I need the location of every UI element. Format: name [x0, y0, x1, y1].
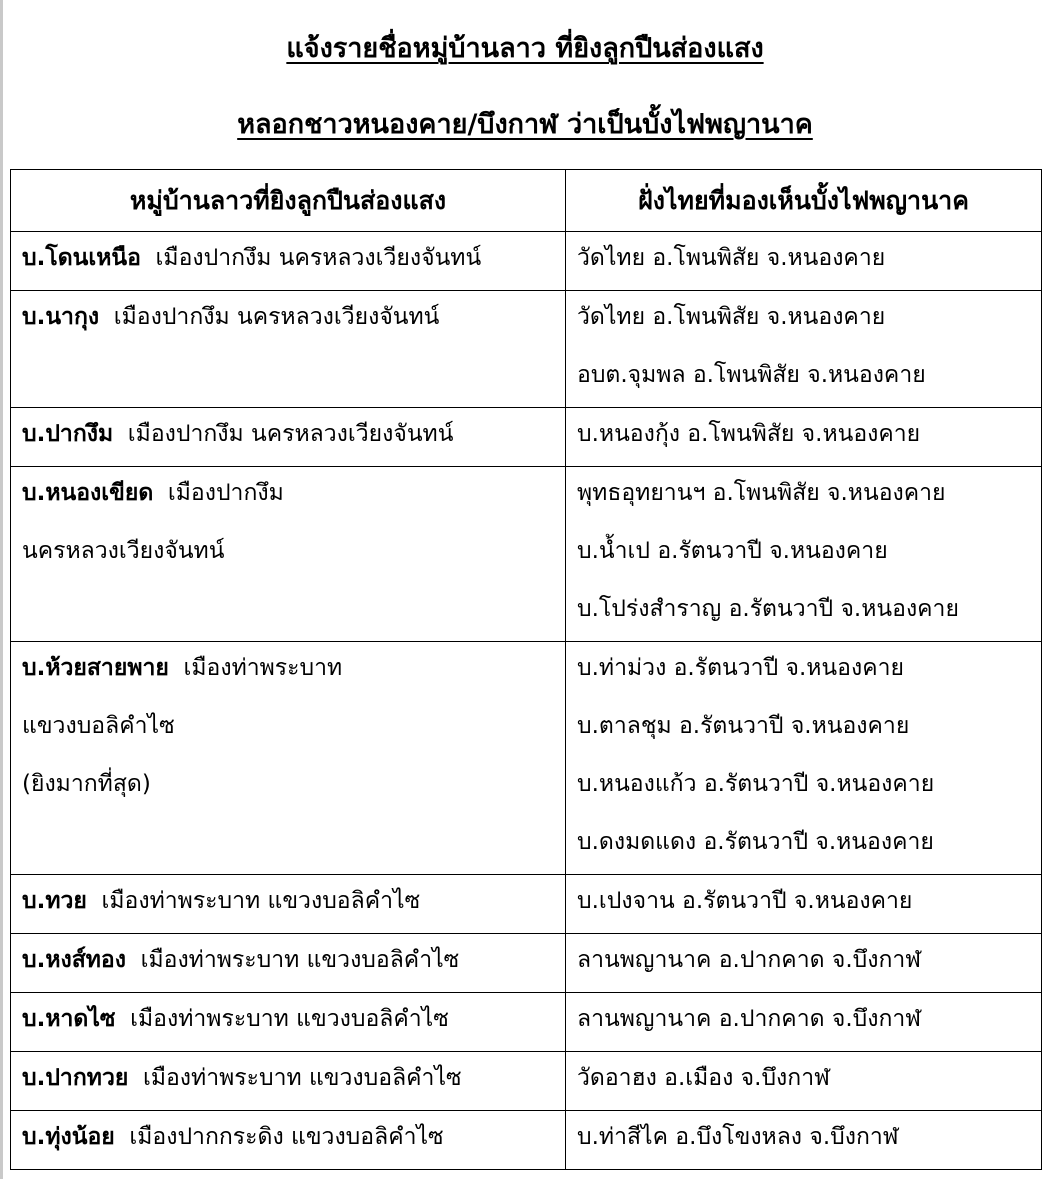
table-row — [11, 875, 1042, 934]
village-line — [22, 700, 565, 758]
village-location: (ยิงมากที่สุด) — [22, 771, 151, 797]
village-line — [22, 525, 565, 583]
village-line — [22, 291, 565, 349]
header-thai-side: ฝั่งไทยที่มองเห็นบั้งไฟพญานาค — [566, 170, 1042, 232]
village-line — [22, 1111, 565, 1169]
thai-side-cell — [566, 1111, 1042, 1170]
table-row — [11, 408, 1042, 467]
lao-village-cell — [11, 934, 566, 993]
lao-village-cell — [11, 291, 566, 408]
thai-location: วัดไทย อ.โพนพิสัย จ.หนองคาย — [577, 245, 886, 271]
village-location: เมืองท่าพระบาท แขวงบอลิคำไซ — [142, 1065, 462, 1091]
village-line — [22, 408, 565, 466]
table-header-row — [11, 170, 1042, 232]
table-row — [11, 993, 1042, 1052]
village-name: บ.ปากงึม — [22, 421, 114, 447]
thai-location: บ.ดงมดแดง อ.รัตนวาปี จ.หนองคาย — [577, 829, 934, 855]
village-location: เมืองปากงึม นครหลวงเวียงจันทน์ — [127, 421, 454, 447]
table-row — [11, 934, 1042, 993]
village-line — [22, 758, 565, 816]
village-name: บ.โดนเหนือ — [22, 245, 141, 271]
thai-location: บ.หนองกุ้ง อ.โพนพิสัย จ.หนองคาย — [577, 421, 921, 447]
thai-location: วัดไทย อ.โพนพิสัย จ.หนองคาย — [577, 304, 886, 330]
table-row — [11, 291, 1042, 408]
thai-side-cell — [566, 467, 1042, 642]
village-location: เมืองปากกระดิง แขวงบอลิคำไซ — [129, 1124, 444, 1150]
table-row — [11, 1052, 1042, 1111]
lao-village-cell — [11, 1052, 566, 1111]
lao-village-cell — [11, 408, 566, 467]
village-location: เมืองปากงึม นครหลวงเวียงจันทน์ — [155, 245, 482, 271]
document-title-line-2: หลอกชาวหนองคาย/บึงกาฬ ว่าเป็นบั้งไฟพญานาค — [237, 109, 813, 140]
thai-location: บ.ท่าสีไค อ.บึงโขงหลง จ.บึงกาฬ — [577, 1124, 899, 1150]
thai-side-cell — [566, 232, 1042, 291]
village-name: บ.ปากทวย — [22, 1065, 129, 1091]
village-location: เมืองท่าพระบาท แขวงบอลิคำไซ — [101, 888, 421, 914]
village-name: บ.นากุง — [22, 304, 100, 330]
thai-location: บ.โปร่งสำราญ อ.รัตนวาปี จ.หนองคาย — [577, 596, 959, 622]
thai-side-cell — [566, 408, 1042, 467]
village-name: บ.ทวย — [22, 888, 87, 914]
thai-side-cell — [566, 993, 1042, 1052]
thai-location: บ.เปงจาน อ.รัตนวาปี จ.หนองคาย — [577, 888, 913, 914]
village-name: บ.ห้วยสายพาย — [22, 655, 169, 681]
table-body — [11, 232, 1042, 1170]
table-row — [11, 232, 1042, 291]
thai-location: วัดอาฮง อ.เมือง จ.บึงกาฬ — [577, 1065, 830, 1091]
thai-location: อบต.จุมพล อ.โพนพิสัย จ.หนองคาย — [577, 362, 926, 388]
thai-location: พุทธอุทยานฯ อ.โพนพิสัย จ.หนองคาย — [577, 480, 946, 506]
table-row — [11, 467, 1042, 642]
village-location: นครหลวงเวียงจันทน์ — [22, 538, 225, 564]
thai-location: บ.หนองแก้ว อ.รัตนวาปี จ.หนองคาย — [577, 771, 935, 797]
village-line — [22, 1052, 565, 1110]
thai-location: บ.ตาลชุม อ.รัตนวาปี จ.หนองคาย — [577, 713, 910, 739]
village-line — [22, 642, 565, 700]
thai-location: ลานพญานาค อ.ปากคาด จ.บึงกาฬ — [577, 1006, 922, 1032]
lao-village-cell — [11, 993, 566, 1052]
thai-side-cell — [566, 291, 1042, 408]
village-name: บ.ทุ่งน้อย — [22, 1124, 115, 1150]
village-line — [22, 232, 565, 290]
table-row — [11, 642, 1042, 875]
lao-village-cell — [11, 467, 566, 642]
village-location: แขวงบอลิคำไซ — [22, 713, 175, 739]
left-edge-bar — [0, 0, 3, 1179]
table-row — [11, 1111, 1042, 1170]
thai-location: บ.น้ำเป อ.รัตนวาปี จ.หนองคาย — [577, 538, 888, 564]
village-location: เมืองท่าพระบาท แขวงบอลิคำไซ — [140, 947, 460, 973]
thai-side-cell — [566, 934, 1042, 993]
lao-village-cell — [11, 1111, 566, 1170]
village-line — [22, 467, 565, 525]
thai-side-cell — [566, 642, 1042, 875]
village-line — [22, 934, 565, 992]
village-name: บ.หนองเขียด — [22, 480, 154, 506]
village-location: เมืองปากงึม นครหลวงเวียงจันทน์ — [113, 304, 440, 330]
village-line — [22, 875, 565, 933]
village-location: เมืองท่าพระบาท แขวงบอลิคำไซ — [130, 1006, 449, 1032]
thai-location: บ.ท่าม่วง อ.รัตนวาปี จ.หนองคาย — [577, 655, 904, 681]
lao-village-cell — [11, 875, 566, 934]
thai-location: ลานพญานาค อ.ปากคาด จ.บึงกาฬ — [577, 947, 922, 973]
thai-side-cell — [566, 875, 1042, 934]
village-name: บ.หาดไซ — [22, 1006, 116, 1032]
village-location: เมืองปากงึม — [167, 480, 284, 506]
village-table — [10, 169, 1042, 1170]
document-title-line-1: แจ้งรายชื่อหมู่บ้านลาว ที่ยิงลูกปืนส่องแสง — [286, 33, 764, 64]
village-location: เมืองท่าพระบาท — [183, 655, 343, 681]
thai-side-cell — [566, 1052, 1042, 1111]
village-name: บ.หงส์ทอง — [22, 947, 126, 973]
village-line — [22, 993, 565, 1051]
lao-village-cell — [11, 642, 566, 875]
lao-village-cell — [11, 232, 566, 291]
header-lao-villages: หมู่บ้านลาวที่ยิงลูกปืนส่องแสง — [11, 170, 566, 232]
